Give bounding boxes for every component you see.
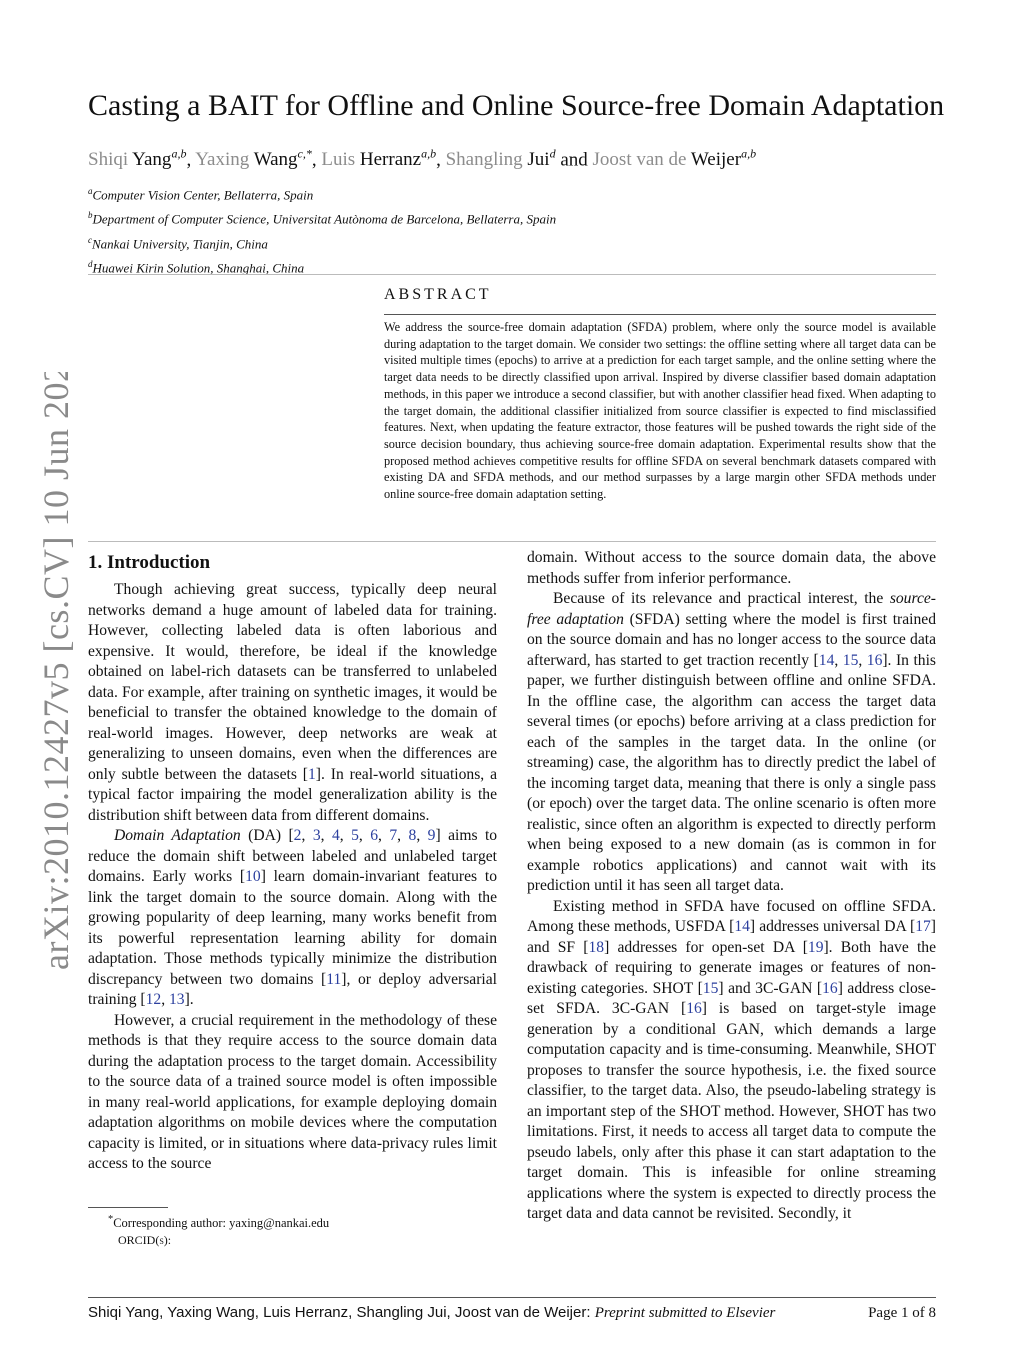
divider [88, 274, 936, 275]
paragraph: Because of its relevance and practical interest, the source-free adaptation (SFDA) setting where the model is first trained on the source domain and has no longer access to the source data afterward, has started to get traction recently [14, 15, 16]. In this paper, we further distinguish between offline and online SFDA. In the offline case, the algorithm can access the target data several times (or epochs) before arriving at a class prediction for each of the samples in the target data. In the online (or streaming) case, the algorithm has to directly predict the label of the incoming target data, meaning that there is only a single pass (or epoch) over the target data. The online scenario is often more realistic, since often an algorithm is expected to directly perform when being exposed to a new domain (as is common in for example robotics applications) and cannot wait with its prediction until it has seen all target data. [527, 590, 936, 894]
author[interactable]: Shiqi Yang$^{a,b}$ [88, 147, 187, 171]
author-list: Shiqi Yang$^{a,b}$, Yaxing Wang$^{c,*}$, Luis Herranz$^{a,b}$, Shangling Jui$^d$ and Joost van de Weijer$^{a,b}$ [88, 147, 757, 171]
author[interactable]: Luis Herranz$^{a,b}$ [321, 147, 437, 171]
affiliation: $^a$Computer Vision Center, Bellaterra, Spain [88, 186, 314, 203]
footer-journal: Preprint submitted to Elsevier [594, 1305, 776, 1321]
footer-authors: Shiqi Yang, Yaxing Wang, Luis Herranz, Shangling Jui, Joost van de Weijer: [88, 1304, 591, 1321]
affiliations [88, 181, 556, 278]
corresponding-author-note: Corresponding author: yaxing@nankai.edu [113, 1216, 330, 1231]
paragraph: domain. Without access to the source domain data, the above methods suffer from inferior performance. [527, 549, 936, 587]
footer-rule [88, 1297, 936, 1298]
affiliation: $^c$Nankai University, Tianjin, China [88, 234, 268, 251]
left-column [88, 550, 497, 1175]
paper-title: Casting a BAIT for Offline and Online Source-free Domain Adaptation [88, 89, 945, 122]
paragraph: Existing method in SFDA have focused on offline SFDA. Among these methods, USFDA [14] addresses universal DA [17] and SF [18] addresses for open-set DA [19]. Both have the drawback of requiring to generate images or features of non-existing categories. SHOT [15] and 3C-GAN [16] address close-set SFDA. 3C-GAN [16] is based on target-style image generation by a conditional GAN, which demands a large computation capacity and is time-consuming. Meanwhile, SHOT proposes to transfer the source hypothesis, i.e. the fixed source classifier, to the target data. Also, the pseudo-labeling strategy is an important step of the SHOT method. However, SHOT has two limitations. First, it needs to access all target data to compute the pseudo labels, only after this phase it can start adaptation to the target domain. This is infeasible for online streaming applications where the system is expected to directly process the target data and data cannot be revisited. Secondly, it [527, 897, 936, 1222]
page-number: Page 1 of 8 [868, 1305, 936, 1321]
page-footer [88, 1303, 936, 1323]
paragraph: However, a crucial requirement in the methodology of these methods is that they require access to the source domain data during the adaptation process to the target domain. Accessibility to the source data of a trained source model is often impossible in many real-world applications, for example deploying domain adaptation algorithms on mobile devices where the computation capacity is limited, or in situations where data-privacy rules limit access to the source [88, 1011, 497, 1172]
author[interactable]: Yaxing Wang$^{c,*}$ [195, 147, 312, 171]
footnote-rule [88, 1207, 168, 1208]
footnote: *Corresponding author: yaxing@nankai.edu ORCID(s): [108, 1214, 330, 1248]
affiliation: $^d$Huawei Kirin Solution, Shanghai, China [88, 258, 305, 276]
section-heading: 1. Introduction [88, 552, 211, 573]
arxiv-stamp-text: arXiv:2010.12427v5 [cs.CV] 10 Jun 2023 [36, 372, 76, 970]
affiliation: $^b$Department of Computer Science, Universitat Autònoma de Barcelona, Bellaterra, Spain [88, 210, 557, 227]
abstract-text: We address the source-free domain adaptation (SFDA) problem, where only the source model is available during adaptation to the target domain. We consider two settings: the offline setting where all target data can be visited multiple times (epochs) to arrive at a prediction for each target sample, and the online setting where the target data needs to be directly classified upon arrival. Inspired by diverse classifier based domain adaptation methods, in this paper we introduce a second classifier, but with another classifier head fixed. When adapting to the target domain, the additional classifier initialized from source classifier is expected to find misclassified features. Next, when updating the feature extractor, those features will be pushed towards the right side of the source decision boundary, thus achieving source-free domain adaptation. Experimental results show that the proposed method achieves competitive results for offline SFDA on several benchmark datasets compared with existing DA and SFDA methods, and our method surpasses by a large margin other SFDA methods under online source-free domain adaptation setting. [384, 320, 936, 502]
right-column [527, 548, 936, 1225]
divider [384, 314, 936, 315]
author[interactable]: Shangling Jui$^d$ [445, 147, 556, 171]
author[interactable]: Joost van de Weijer$^{a,b}$ [592, 147, 757, 171]
paragraph: Though achieving great success, typically deep neural networks demand a huge amount of labeled data for training. However, collecting labeled data is often laborious and expensive. It would, therefore, be ideal if the knowledge obtained on label-rich datasets can be transferred to unlabeled data. For example, after training on synthetic images, it would be beneficial to transfer the obtained knowledge to the domain of real-world images. However, deep networks are weak at generalizing to unseen domains, even when the differences are only subtle between the datasets [1]. In real-world situations, a typical factor impairing the model generalization ability is the distribution shift between data from different domains. [88, 581, 497, 824]
divider [88, 541, 936, 542]
orcid-note: ORCID(s): [118, 1233, 172, 1248]
arxiv-stamp [22, 372, 92, 972]
paragraph: Domain Adaptation (DA) [2, 3, 4, 5, 6, 7, 8, 9] aims to reduce the domain shift between labeled and unlabeled target domains. Early works [10] learn domain-invariant features to link the target domain to the source domain. Along with the growing popularity of deep learning, many works benefit from its powerful representation learning ability for domain adaptation. Those methods typically minimize the distribution discrepancy between two domains [11], or deploy adversarial training [12, 13]. [88, 827, 498, 1008]
abstract-heading: ABSTRACT [384, 286, 492, 303]
